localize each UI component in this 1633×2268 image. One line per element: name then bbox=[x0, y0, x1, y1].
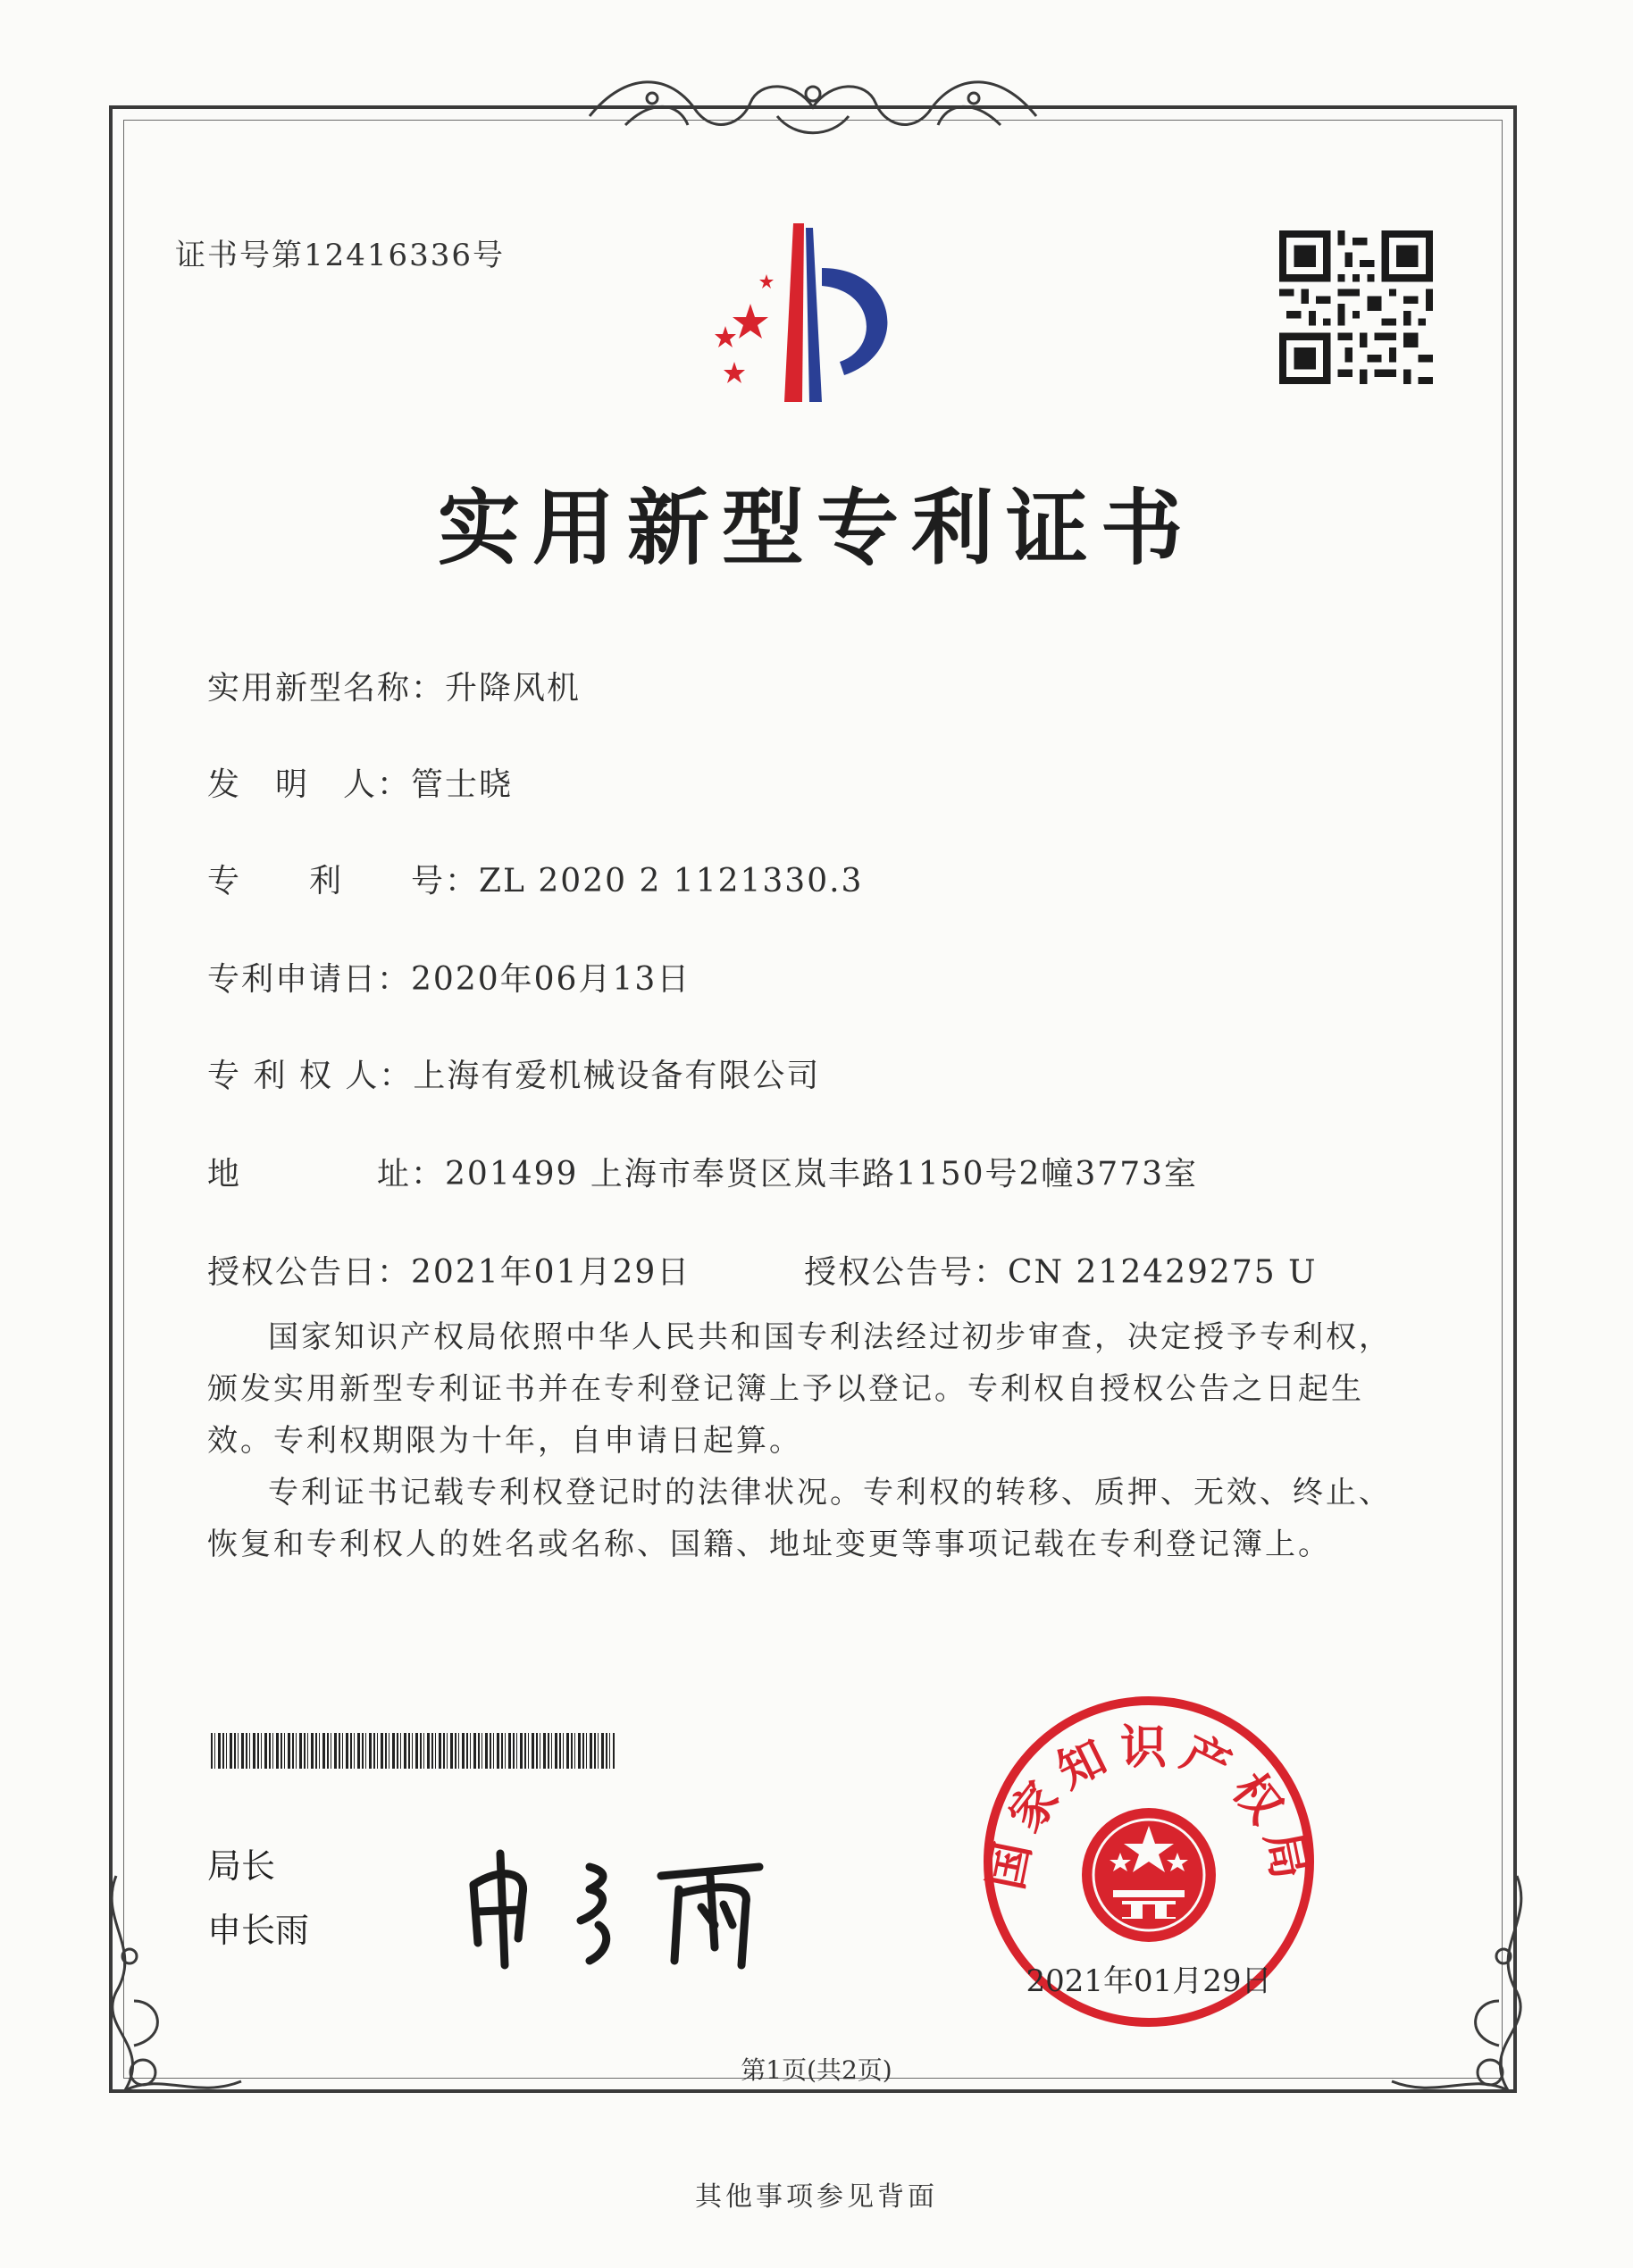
field-label: 专 利 权 人： bbox=[207, 1058, 414, 1094]
field-patent-number bbox=[207, 856, 863, 901]
field-address bbox=[207, 1149, 1198, 1194]
director-name: 申长雨 bbox=[207, 1911, 310, 1950]
certificate-number: 证书号第12416336号 bbox=[175, 238, 506, 273]
field-label: 专 利 号： bbox=[207, 863, 480, 900]
page-indicator: 第1页(共2页) bbox=[741, 2055, 892, 2085]
field-application-date bbox=[207, 954, 691, 1000]
field-inventor bbox=[207, 759, 513, 805]
field-value: 管士晓 bbox=[411, 766, 514, 803]
certificate-title: 实用新型专利证书 bbox=[437, 480, 1195, 576]
back-note: 其他事项参见背面 bbox=[695, 2181, 938, 2213]
barcode-icon bbox=[211, 1733, 615, 1769]
field-value: ZL 2020 2 1121330.3 bbox=[479, 863, 864, 900]
field-label: 地 址： bbox=[207, 1156, 446, 1193]
field-label: 授权公告日： bbox=[207, 1254, 412, 1291]
paragraph: 专利证书记载专利权登记时的法律状况。专利权的转移、质押、无效、终止、恢复和专利权人的姓名或名称、国籍、地址变更等事项记载在专利登记簿上。 bbox=[207, 1475, 1392, 1562]
field-utility-model-name bbox=[207, 663, 581, 708]
certificate-body-text bbox=[207, 1311, 1422, 1570]
seal-text: 国家知识产权局 bbox=[978, 1720, 1319, 1895]
official-seal-icon bbox=[961, 1683, 1336, 2040]
field-value: 2021年01月29日 bbox=[411, 1254, 691, 1291]
cnipa-logo-icon bbox=[688, 219, 920, 411]
field-value: 升降风机 bbox=[445, 670, 582, 707]
field-patentee bbox=[207, 1050, 820, 1096]
field-value: 上海有爱机械设备有限公司 bbox=[413, 1058, 821, 1094]
field-label: 发 明 人： bbox=[207, 766, 412, 803]
field-value: 2020年06月13日 bbox=[411, 961, 691, 998]
paragraph: 国家知识产权局依照中华人民共和国专利法经过初步审查，决定授予专利权，颁发实用新型专利证书并在专利登记簿上予以登记。专利权自授权公告之日起生效。专利权期限为十年，自申请日起算。 bbox=[207, 1319, 1392, 1459]
seal-date: 2021年01月29日 bbox=[1026, 1963, 1272, 1999]
field-label: 实用新型名称： bbox=[207, 670, 446, 707]
director-title: 局长 bbox=[207, 1846, 276, 1886]
field-label: 专利申请日： bbox=[207, 961, 412, 998]
field-value: 201499 上海市奉贤区岚丰路1150号2幢3773室 bbox=[445, 1156, 1199, 1193]
director-signature-icon bbox=[456, 1840, 813, 1974]
top-ornament-icon bbox=[572, 63, 1054, 152]
field-value: CN 212429275 U bbox=[1008, 1254, 1318, 1291]
field-grant-announcement-number bbox=[804, 1247, 1317, 1293]
field-label: 授权公告号： bbox=[804, 1254, 1009, 1291]
field-grant-announcement-date bbox=[207, 1247, 691, 1293]
qr-code-icon[interactable] bbox=[1279, 230, 1433, 384]
